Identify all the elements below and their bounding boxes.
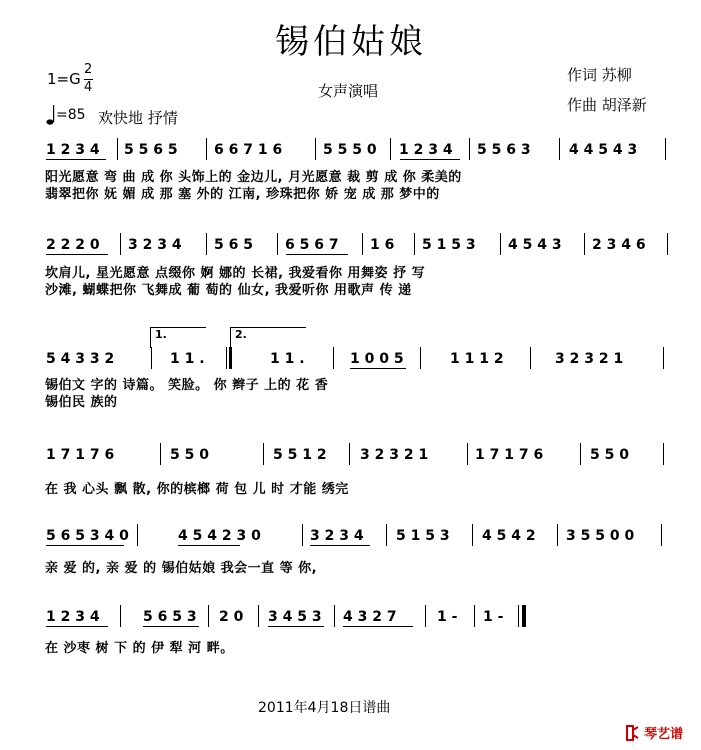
measure: 1 0 0 5	[350, 351, 404, 367]
underline	[310, 545, 370, 546]
underline	[343, 626, 413, 627]
measure: 5 5 6 5	[124, 142, 178, 158]
bar-line	[258, 605, 259, 627]
logo-icon	[625, 724, 639, 742]
underline	[178, 545, 240, 546]
bar-line	[474, 605, 475, 627]
measure: 1 2 3 4	[46, 142, 100, 158]
date-footer: 2011年4月18日谱曲	[258, 700, 391, 716]
lyric-line-1: 锡伯文 字的 诗篇。 笑脸。 你 辫子 上的 花 香	[45, 378, 329, 393]
underline	[350, 368, 406, 369]
bar-line	[472, 524, 473, 546]
measure: 3 2 3 2 1	[555, 351, 624, 367]
bar-line	[414, 233, 415, 255]
volta-label-1: 1.	[155, 328, 167, 341]
measure: 5 6 5 3	[143, 609, 197, 625]
composer-credit: 作曲 胡泽新	[567, 96, 647, 114]
bar-line	[277, 233, 278, 255]
repeat-bar-thick	[229, 347, 232, 369]
bar-line	[386, 524, 387, 546]
tempo-mark: =85	[56, 107, 86, 123]
measure: 3 2 3 2 1	[360, 447, 429, 463]
bar-line	[302, 524, 303, 546]
measure: 1 2 3 4	[46, 609, 100, 625]
underline	[143, 626, 199, 627]
underline	[400, 159, 460, 160]
lyric-line-2: 沙滩, 蝴蝶把你 飞舞成 葡 萄的 仙女, 我爱听你 用歌声 传 递	[45, 283, 412, 298]
measure: 5 5 0	[590, 447, 629, 463]
bar-line	[580, 443, 581, 465]
measure: 1 1 .	[170, 351, 205, 367]
measure: 1 1 1 2	[450, 351, 504, 367]
measure: 5 6 5	[214, 237, 253, 253]
measure: 5 5 0	[170, 447, 209, 463]
measure: 3 5 5 0 0	[566, 528, 635, 544]
measure: 1 1 .	[270, 351, 305, 367]
bar-line	[160, 443, 161, 465]
measure: 1 2 3 4	[399, 142, 453, 158]
lyric-line: 在 我 心头 飘 散, 你的槟榔 荷 包 儿 时 才能 绣完	[45, 482, 349, 497]
bar-line	[469, 138, 470, 160]
song-title: 锡伯姑娘	[275, 22, 427, 62]
bar-line	[667, 233, 668, 255]
voice-type: 女声演唱	[318, 82, 379, 100]
bar-line	[420, 347, 421, 369]
bar-line	[467, 443, 468, 465]
time-signature-top: 2	[84, 62, 93, 77]
measure: 5 1 5 3	[422, 237, 476, 253]
expression-mark: 欢快地 抒情	[98, 109, 178, 127]
measure: 1 7 1 7 6	[475, 447, 544, 463]
lyric-line: 在 沙枣 树 下 的 伊 犁 河 畔。	[45, 641, 234, 656]
bar-line	[557, 524, 558, 546]
bar-line	[390, 138, 391, 160]
bar-line	[333, 347, 334, 369]
measure: 3 2 3 4	[310, 528, 364, 544]
measure: 4 5 4 3	[508, 237, 562, 253]
measure: 4 5 4 2	[482, 528, 536, 544]
measure: 1 6	[370, 237, 395, 253]
final-bar-thin	[518, 605, 519, 627]
measure: 2 3 4 6	[592, 237, 646, 253]
bar-line	[665, 138, 666, 160]
lyricist-credit: 作词 苏柳	[567, 66, 632, 84]
bar-line	[559, 138, 560, 160]
bar-line	[362, 233, 363, 255]
time-signature-bottom: 4	[84, 80, 93, 95]
bar-line	[334, 605, 335, 627]
lyric-line-2: 锡伯民 族的	[45, 395, 118, 410]
underline	[286, 254, 348, 255]
bar-line	[208, 605, 209, 627]
underline	[46, 545, 124, 546]
bar-line	[151, 347, 152, 369]
bar-line	[663, 443, 664, 465]
measure: 5 6 5 3 4 0	[46, 528, 129, 544]
measure: 5 4 3 3 2	[46, 351, 115, 367]
bar-line	[663, 347, 664, 369]
measure: 5 5 5 0	[323, 142, 377, 158]
bar-line	[500, 233, 501, 255]
key-signature: 1=G	[47, 70, 81, 88]
measure: 6 5 6 7	[285, 237, 339, 253]
repeat-bar-thin	[226, 347, 227, 369]
bar-line	[206, 138, 207, 160]
measure: 3 4 5 3	[268, 609, 322, 625]
measure: 5 5 1 2	[273, 447, 327, 463]
final-bar-thick	[522, 605, 526, 627]
underline	[268, 626, 324, 627]
bar-line	[584, 233, 585, 255]
bar-line	[530, 347, 531, 369]
measure: 5 5 6 3	[477, 142, 531, 158]
measure: 4 4 5 4 3	[569, 142, 638, 158]
bar-line	[315, 138, 316, 160]
measure: 5 1 5 3	[396, 528, 450, 544]
bar-line	[661, 524, 662, 546]
volta-label-2: 2.	[235, 328, 247, 341]
lyric-line-1: 坎肩儿, 星光愿意 点缀你 婀 娜的 长裙, 我爱看你 用舞姿 抒 写	[45, 266, 426, 281]
bar-line	[137, 524, 138, 546]
measure: 6 6 7 1 6	[214, 142, 283, 158]
site-logo	[625, 722, 683, 742]
measure: 4 3 2 7	[343, 609, 397, 625]
bar-line	[425, 605, 426, 627]
lyric-line-1: 阳光愿意 弯 曲 成 你 头饰上的 金边儿, 月光愿意 裁 剪 成 你 柔美的	[45, 170, 462, 185]
lyric-line: 亲 爱 的, 亲 爱 的 锡伯姑娘 我会一直 等 你,	[45, 561, 318, 576]
bar-line	[206, 233, 207, 255]
underline	[46, 159, 106, 160]
measure: 3 2 3 4	[128, 237, 182, 253]
bar-line	[349, 443, 350, 465]
quarter-note-icon	[46, 104, 56, 130]
measure: 2 2 2 0	[46, 237, 100, 253]
logo-text: 琴艺谱	[644, 727, 684, 742]
bar-line	[120, 605, 121, 627]
measure: 1 -	[483, 609, 504, 625]
measure: 2 0	[219, 609, 244, 625]
underline	[46, 254, 108, 255]
underline	[46, 626, 108, 627]
measure: 1 7 1 7 6	[46, 447, 115, 463]
measure: 4 5 4 2 3 0	[178, 528, 261, 544]
bar-line	[120, 233, 121, 255]
bar-line	[117, 138, 118, 160]
lyric-line-2: 翡翠把你 妩 媚 成 那 塞 外的 江南, 珍珠把你 娇 宠 成 那 梦中的	[45, 187, 440, 202]
measure: 1 -	[437, 609, 458, 625]
bar-line	[263, 443, 264, 465]
